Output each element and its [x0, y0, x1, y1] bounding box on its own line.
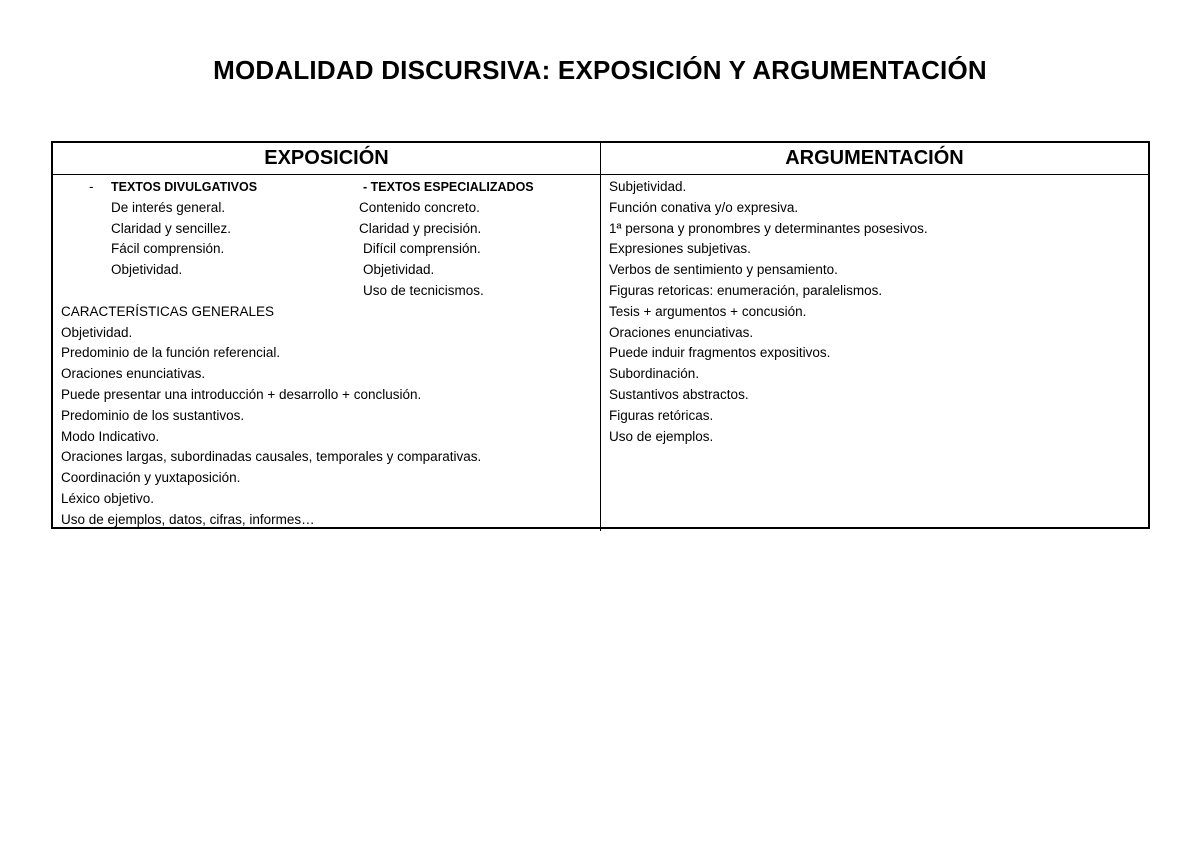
- list-item: Sustantivos abstractos.: [609, 386, 749, 402]
- document-title: MODALIDAD DISCURSIVA: EXPOSICIÓN Y ARGUMENTACIÓN: [213, 55, 987, 85]
- list-item: Difícil comprensión.: [363, 241, 481, 257]
- list-item: Predominio de los sustantivos.: [61, 407, 245, 423]
- especializados-heading: - TEXTOS ESPECIALIZADOS: [363, 180, 534, 194]
- list-item: Oraciones enunciativas.: [609, 324, 754, 340]
- argumentacion-cell: [601, 175, 1148, 531]
- list-item: Uso de tecnicismos.: [363, 282, 484, 298]
- list-item: Figuras retóricas.: [609, 407, 714, 423]
- list-item: Función conativa y/o expresiva.: [609, 199, 799, 215]
- list-item: Uso de ejemplos, datos, cifras, informes…: [61, 511, 315, 527]
- list-item: Uso de ejemplos.: [609, 428, 714, 444]
- list-item: Subjetividad.: [609, 179, 687, 194]
- list-item: Puede induir fragmentos expositivos.: [609, 345, 831, 361]
- list-item: Léxico objetivo.: [61, 490, 155, 506]
- list-item: Coordinación y yuxtaposición.: [61, 470, 241, 486]
- exposicion-header: EXPOSICIÓN: [53, 143, 601, 175]
- list-item: De interés general.: [111, 199, 226, 215]
- list-item: Verbos de sentimiento y pensamiento.: [609, 262, 838, 278]
- argumentacion-header: ARGUMENTACIÓN: [601, 143, 1148, 175]
- list-item: Claridad y precisión.: [359, 220, 482, 236]
- exposicion-cell: [53, 175, 601, 531]
- list-item: Modo Indicativo.: [61, 428, 160, 444]
- general-characteristics-heading: CARACTERÍSTICAS GENERALES: [61, 303, 275, 319]
- text-types-section: [61, 177, 600, 302]
- divulgativos-column: [61, 177, 359, 302]
- list-item: Contenido concreto.: [359, 199, 480, 215]
- list-item: Subordinación.: [609, 366, 700, 382]
- list-item: Tesis + argumentos + concusión.: [609, 303, 807, 319]
- list-item: Oraciones largas, subordinadas causales, temporales y comparativas.: [61, 449, 482, 465]
- list-item: Objetividad.: [61, 324, 133, 340]
- list-item: Predominio de la función referencial.: [61, 345, 281, 361]
- list-item: Puede presentar una introducción + desarrollo + conclusión.: [61, 386, 422, 402]
- list-item: Objetividad.: [111, 262, 183, 278]
- list-item: Oraciones enunciativas.: [61, 366, 206, 382]
- bullet-dash: -: [89, 179, 94, 194]
- list-item: Fácil comprensión.: [111, 241, 225, 257]
- list-item: Expresiones subjetivas.: [609, 241, 751, 257]
- list-item: Claridad y sencillez.: [111, 220, 232, 236]
- list-item: Objetividad.: [363, 262, 435, 278]
- list-item: Figuras retoricas: enumeración, paralelismos.: [609, 282, 883, 298]
- list-item: 1ª persona y pronombres y determinantes posesivos.: [609, 220, 928, 236]
- especializados-column: [359, 177, 599, 302]
- divulgativos-heading: TEXTOS DIVULGATIVOS: [111, 180, 258, 194]
- comparison-table: [51, 141, 1150, 529]
